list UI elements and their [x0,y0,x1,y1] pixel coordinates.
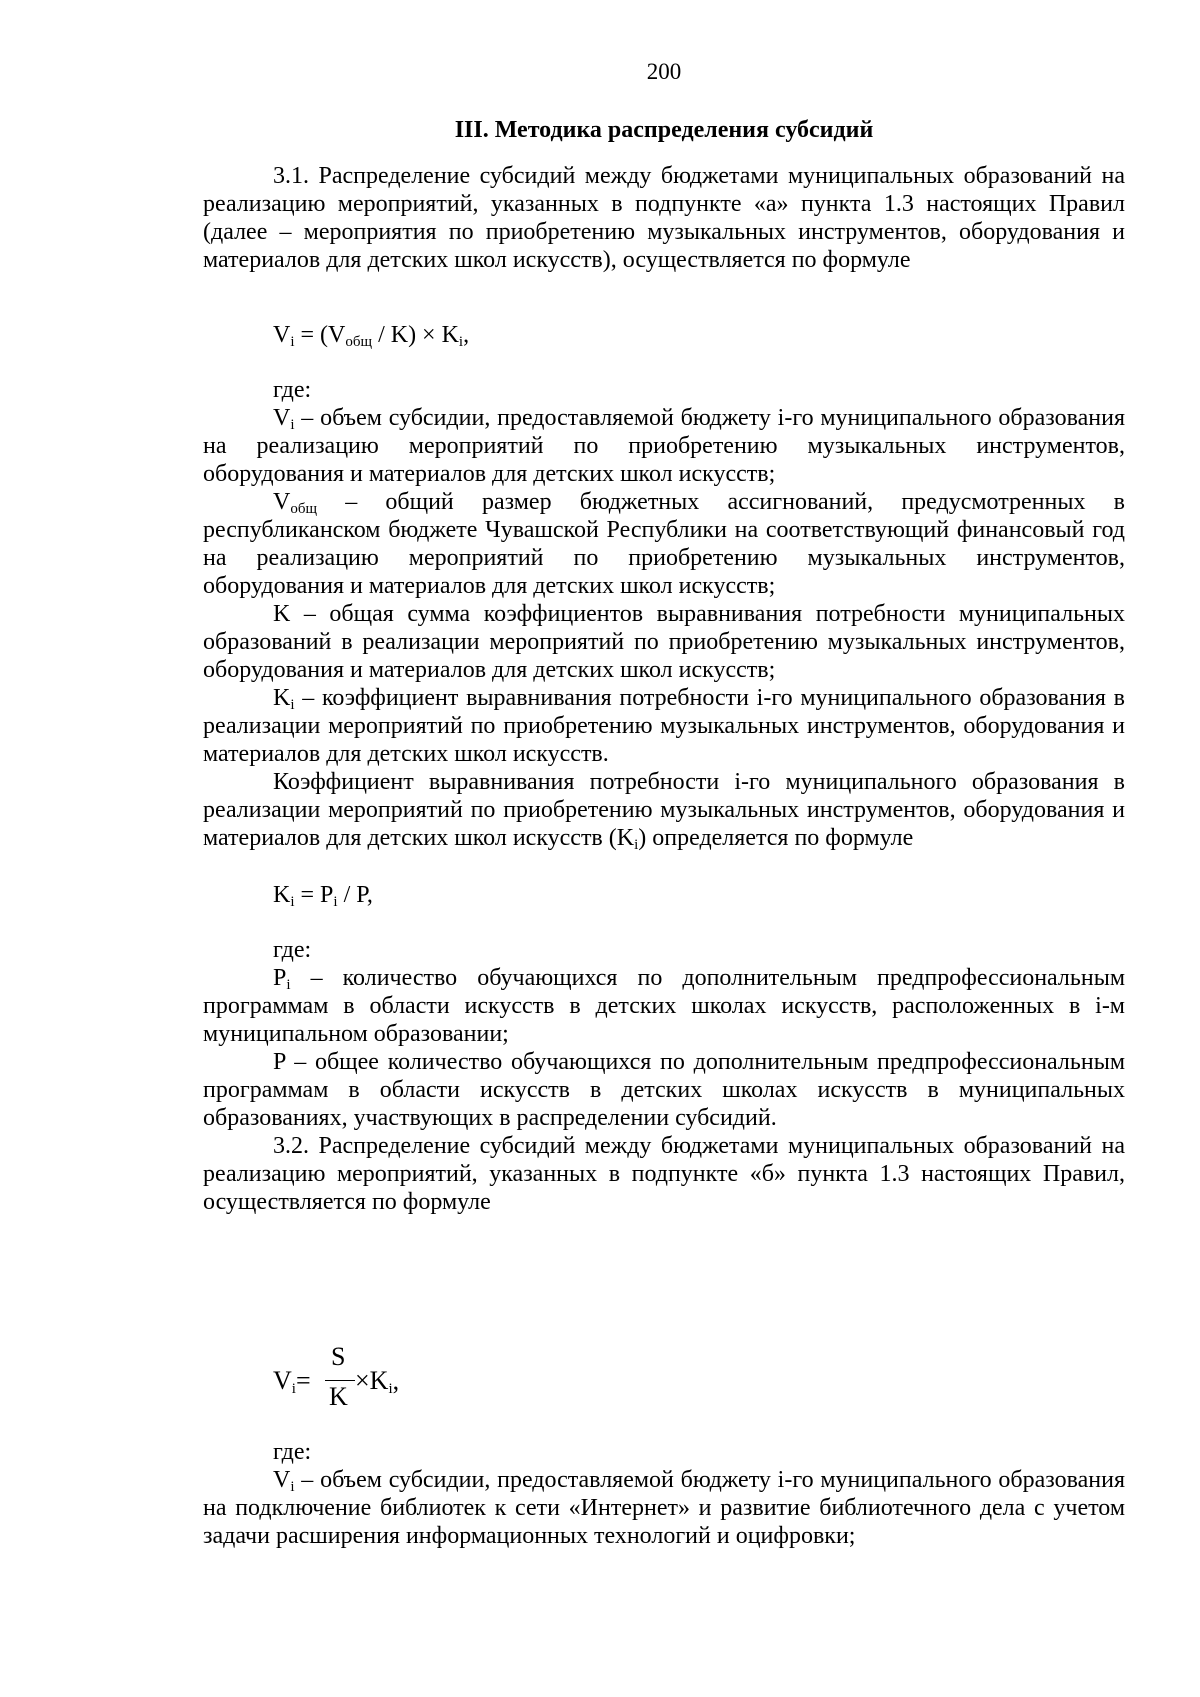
formula-subscript: i [290,894,295,910]
paragraph-text: ) определяется по формуле [638,825,914,851]
paragraph-text: Коэффициент выравнивания потребности i-го муниципального образования в реализации мероприятий по приобретению музыкальных инструментов, оборудования и материалов для детских школ искусств (K [203,769,1125,851]
formula-subscript: i [290,334,295,350]
definition-vi-library [203,1466,1125,1550]
formula-text: ×K [355,1366,389,1395]
where-label: где: [273,377,312,403]
fraction-numerator: S [331,1342,346,1371]
paragraph-subscript: i [634,837,639,853]
formula-symbol: K [273,882,291,908]
definition-symbol: V [273,1467,291,1493]
paragraph-3-1 [203,162,1125,274]
where-label: где: [273,1439,312,1465]
definition-p: P – общее количество обучающихся по дополнительным предпрофессиональным программам в области искусств в детских школах искусств в муниципальных образованиях, участвующих в распределении субсидий. [203,1049,1125,1131]
formula-ki [273,880,373,910]
formula-subscript: общ [345,334,373,350]
where-label: где: [273,937,312,963]
paragraph-coefficient [203,768,1125,852]
definition-text: – количество обучающихся по дополнительным предпрофессиональным программам в области искусств в детских школах искусств, расположенных в i-м муниципальном образовании; [203,965,1125,1047]
formula-symbol: V [273,322,291,348]
formula-text: = [295,1366,311,1395]
definition-subscript: i [286,977,291,993]
paragraph-text: 3.1. Распределение субсидий между бюджетами муниципальных образований на реализацию мероприятий, указанных в подпункте «а» пункта 1.3 настоящих Правил (далее – мероприятия по приобретению музыкальных инструментов, оборудования и материалов для детских школ искусств), осуществляется по формуле [203,163,1125,273]
formula-text: / K) × K [372,322,459,348]
definitions-block-2 [203,964,1125,1216]
formula-text: = (V [294,322,346,348]
definition-symbol: P [273,965,287,991]
definition-ki [203,684,1125,768]
paragraph-3-2: 3.2. Распределение субсидий между бюджетами муниципальных образований на реализацию мероприятий, указанных в подпункте «б» пункта 1.3 настоящих Правил, осуществляется по формуле [203,1133,1125,1215]
definition-text: – общий размер бюджетных ассигнований, предусмотренных в республиканском бюджете Чувашской Республики на соответствующий финансовый год на реализацию мероприятий по приобретению музыкальных инструментов, оборудования и материалов для детских школ искусств; [203,489,1125,599]
definition-symbol: V [273,489,291,515]
fraction-bar [325,1380,355,1381]
formula-symbol: V [273,1366,292,1395]
formula-subscript: i [458,334,464,350]
definition-text: – объем субсидии, предоставляемой бюджету i-го муниципального образования на реализацию мероприятий по приобретению музыкальных инструментов, оборудования и материалов для детских школ искусств; [203,405,1125,487]
formula-vi [273,320,469,350]
definition-subscript: i [290,1479,295,1495]
formula-text: , [392,1366,400,1395]
fraction-denominator: K [329,1382,348,1411]
formula-subscript: i [291,1381,296,1397]
formula-rhs [355,1366,399,1396]
section-title: III. Методика распределения субсидий [454,117,874,143]
formula-subscript: i [388,1381,393,1397]
formula-lhs [273,1366,311,1396]
definitions-block-3 [203,1466,1125,1550]
definition-vobsh [203,488,1125,600]
definition-subscript: i [290,697,295,713]
definition-symbol: V [273,405,291,431]
definitions-block-1 [203,404,1125,852]
definition-symbol: K [273,685,291,711]
formula-subscript: i [333,894,338,910]
definition-pi [203,964,1125,1048]
definition-text: – коэффициент выравнивания потребности i-го муниципального образования в реализации мероприятий по приобретению музыкальных инструментов, оборудования и материалов для детских школ искусств. [203,685,1125,767]
formula-text: / P, [337,882,373,908]
formula-fraction [273,1340,493,1420]
document-page [203,0,1125,1697]
definition-subscript: общ [290,501,318,517]
page-number: 200 [646,59,682,84]
definition-k: K – общая сумма коэффициентов выравнивания потребности муниципальных образований в реализации мероприятий по приобретению музыкальных инструментов, оборудования и материалов для детских школ искусств; [203,601,1125,683]
formula-text: = P [294,882,334,908]
definition-text: – объем субсидии, предоставляемой бюджету i-го муниципального образования на подключение библиотек к сети «Интернет» и развитие библиотечного дела с учетом задачи расширения информационных технологий и оцифровки; [203,1467,1125,1549]
definition-vi [203,404,1125,488]
formula-text: , [463,322,470,348]
definition-subscript: i [290,417,295,433]
